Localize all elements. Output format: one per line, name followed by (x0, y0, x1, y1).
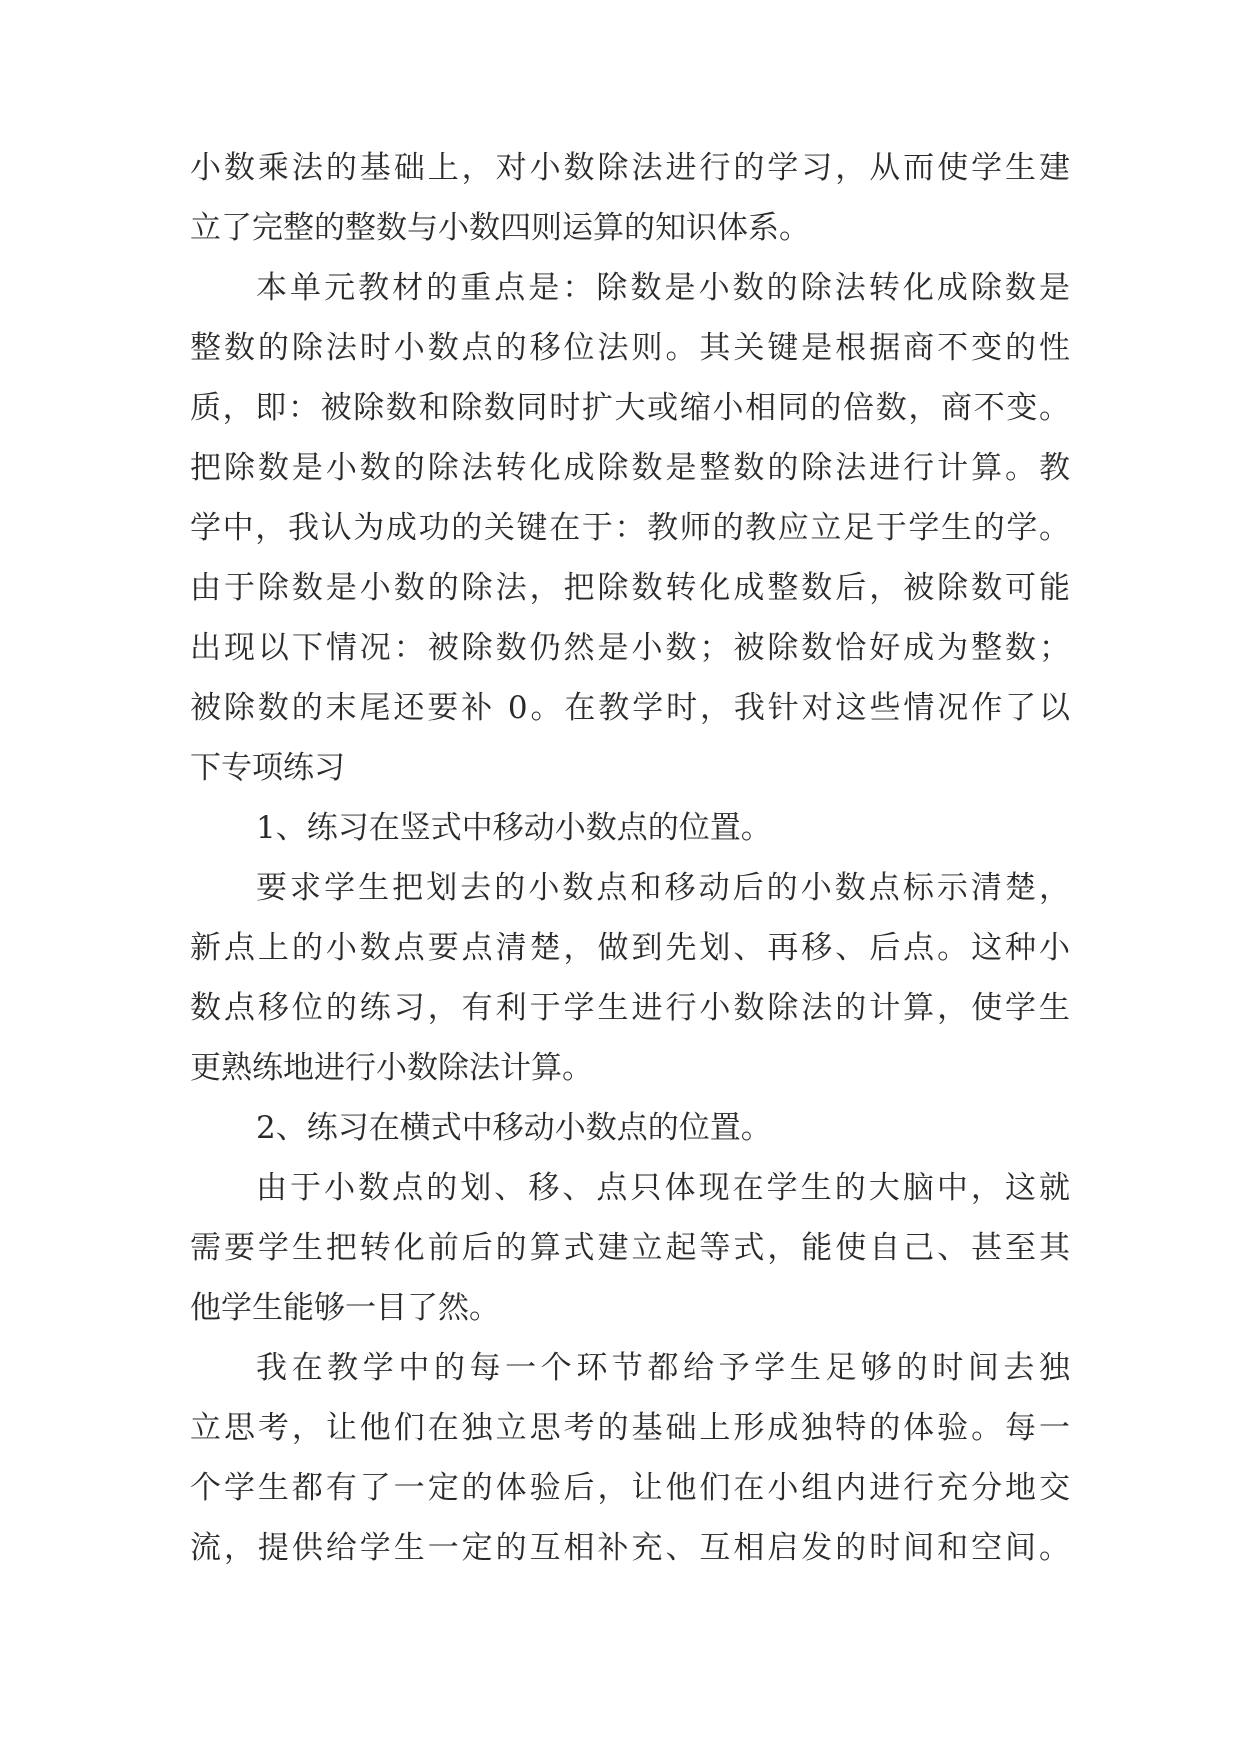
text-line: 下专项练习 (190, 750, 345, 786)
text-line: 由于小数点的划、移、点只体现在学生的大脑中，这就 (256, 1170, 1070, 1206)
text-line: 整数的除法时小数点的移位法则。其关键是根据商不变的性 (190, 330, 1070, 366)
section-heading: 1、练习在竖式中移动小数点的位置。 (256, 810, 772, 846)
text-line: 立了完整的整数与小数四则运算的知识体系。 (190, 210, 810, 246)
text-line: 新点上的小数点要点清楚，做到先划、再移、后点。这种小 (190, 930, 1070, 966)
text-line: 出现以下情况：被除数仍然是小数；被除数恰好成为整数； (190, 630, 1070, 666)
text-line: 本单元教材的重点是：除数是小数的除法转化成除数是 (256, 270, 1070, 306)
text-line: 把除数是小数的除法转化成除数是整数的除法进行计算。教 (190, 450, 1070, 486)
text-line: 更熟练地进行小数除法计算。 (190, 1050, 593, 1086)
text-line: 流，提供给学生一定的互相补充、互相启发的时间和空间。 (190, 1530, 1070, 1566)
text-line: 个学生都有了一定的体验后，让他们在小组内进行充分地交 (190, 1470, 1070, 1506)
text-line: 我在教学中的每一个环节都给予学生足够的时间去独 (256, 1350, 1070, 1386)
text-line: 需要学生把转化前后的算式建立起等式，能使自己、甚至其 (190, 1230, 1070, 1266)
text-line: 由于除数是小数的除法，把除数转化成整数后，被除数可能 (190, 570, 1070, 606)
section-heading: 2、练习在横式中移动小数点的位置。 (256, 1110, 772, 1146)
text-line: 他学生能够一目了然。 (190, 1290, 500, 1326)
text-line: 小数乘法的基础上，对小数除法进行的学习，从而使学生建 (190, 150, 1070, 186)
text-line: 要求学生把划去的小数点和移动后的小数点标示清楚， (256, 870, 1070, 906)
text-line: 数点移位的练习，有利于学生进行小数除法的计算，使学生 (190, 990, 1070, 1026)
text-line: 立思考，让他们在独立思考的基础上形成独特的体验。每一 (190, 1410, 1070, 1446)
text-line: 质，即：被除数和除数同时扩大或缩小相同的倍数，商不变。 (190, 390, 1070, 426)
text-line: 学中，我认为成功的关键在于：教师的教应立足于学生的学。 (190, 510, 1070, 546)
text-line: 被除数的末尾还要补 0。在教学时，我针对这些情况作了以 (190, 690, 1070, 726)
